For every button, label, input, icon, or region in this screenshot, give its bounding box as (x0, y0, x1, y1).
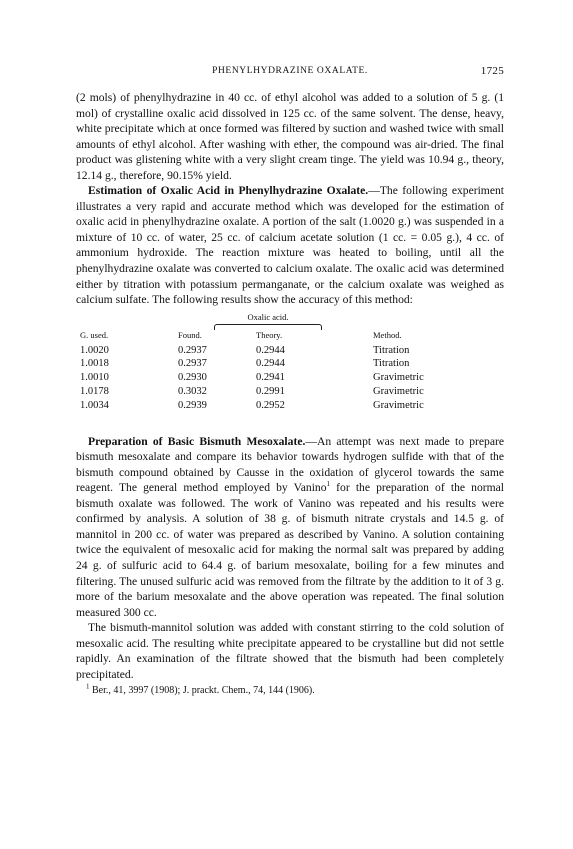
cell-theory: 0.2944 (256, 358, 285, 370)
cell-method: Titration (373, 358, 410, 370)
running-header (76, 66, 504, 82)
cell-found: 0.2930 (178, 372, 207, 384)
cell-method: Gravimetric (373, 372, 424, 384)
col-header-method: Method. (373, 329, 402, 340)
cell-method: Gravimetric (373, 399, 424, 411)
cell-g-used: 1.0010 (80, 372, 109, 384)
table-row (76, 344, 468, 358)
cell-theory: 0.2941 (256, 372, 285, 384)
table-header-row (76, 327, 468, 344)
table-row (76, 399, 468, 413)
cell-method: Titration (373, 344, 410, 356)
table-row (76, 371, 468, 385)
table-row (76, 385, 468, 399)
table-group-label: Oxalic acid. (247, 311, 289, 322)
cell-found: 0.2937 (178, 344, 207, 356)
results-table-block (76, 312, 504, 434)
cell-found: 0.2939 (178, 399, 207, 411)
footnote-ref: 1 (326, 480, 331, 489)
paragraph-precipitation: The bismuth-mannitol solution was added with constant stirring to the cold solution of mesoxalic acid. The resulting white precipitate appeared to be crystalline but did not settle rapidly. An examination of the filtrate showed that the bismuth had been completely precipitated. (76, 621, 504, 681)
cell-found: 0.3032 (178, 386, 207, 398)
paragraph-estimation (76, 183, 504, 307)
cell-g-used: 1.0020 (80, 344, 109, 356)
cell-g-used: 1.0034 (80, 399, 109, 411)
results-table (76, 327, 468, 413)
cell-found: 0.2937 (178, 358, 207, 370)
cell-theory: 0.2991 (256, 386, 285, 398)
col-header-g-used: G. used. (80, 329, 109, 340)
page-number: 1725 (480, 65, 504, 77)
cell-g-used: 1.0018 (80, 358, 109, 370)
paragraph-estimation-body: —The following experiment illustrates a very rapid and accurate method which was developed for the estimation of oxalic acid in phenylhydrazine oxalate. A portion of the salt (1.0020 g.) was suspended in a mixture of 10 cc. of water, 25 cc. of calcium acetate solution (1 cc. = 0.05 g.), 4 cc. of ammonium hydroxide. The reaction mixture was heated to boiling, until all the phenylhydrazine oxalate was converted to calcium oxalate. The oxalic acid was determined either by titration with potassium permanganate, or the calcium oxalate was weighed as calcium sulfate. The following results show the accuracy of this method: (76, 184, 504, 307)
paragraph-synthesis: (2 mols) of phenylhydrazine in 40 cc. of ethyl alcohol was added to a solution of 5 g. (1 mol) of crystalline oxalic acid dissolved in 125 cc. of the same solvent. The dense, heavy, white precipitate which at once formed was filtered by suction and washed twice with small amounts of ethyl alcohol. After washing with ether, the compound was air-dried. The final product was glistening white with a very slight cream tinge. The yield was 10.94 g., theory, 12.14 g., therefore, 90.15% yield. (76, 91, 504, 182)
running-title: PHENYLHYDRAZINE OXALATE. (212, 66, 368, 76)
cell-theory: 0.2952 (256, 399, 285, 411)
cell-method: Gravimetric (373, 386, 424, 398)
table-row (76, 357, 468, 371)
col-header-theory: Theory. (256, 329, 283, 340)
cell-g-used: 1.0178 (80, 386, 109, 398)
footnote-text: Ber., 41, 3997 (1908); J. prackt. Chem., 74, 144 (1906). (89, 685, 315, 697)
paragraph-preparation (76, 434, 504, 621)
footnote (76, 684, 504, 697)
page (76, 66, 504, 697)
footnote-marker: 1 (86, 683, 90, 692)
section-heading-preparation: Preparation of Basic Bismuth Mesoxalate. (88, 434, 306, 448)
col-header-found: Found. (178, 329, 202, 340)
section-heading-estimation: Estimation of Oxalic Acid in Phenylhydrazine Oxalate. (88, 184, 369, 198)
paragraph-preparation-body-b: for the preparation of the normal bismuth oxalate was followed. The work of Vanino was repeated and his results were confirmed by analysis. A solution of 38 g. of bismuth nitrate crystals and 14.5 g. of mannitol in 200 cc. of water was prepared as described by Vanino. A solution containing twice the equivalent of mesoxalic acid for making the normal salt was prepared by adding 24 g. of sulfuric acid to 64.4 g. of barium mesoxalate, boiling for a few minutes and filtering. The unused sulfuric acid was removed from the filtrate by the addition to it of 3 g. more of the barium mesoxalate and the above operation was repeated. The final solution measured 300 cc. (76, 481, 504, 619)
cell-theory: 0.2944 (256, 344, 285, 356)
paragraph-preparation-body-a: —An attempt was next made to prepare bismuth mesoxalate and compare its behavior towards hydrogen sulfide with that of the bismuth compound obtained by Causse in the oxidation of glycerol towards the same reagent. The general method employed by Vanino (76, 434, 504, 495)
